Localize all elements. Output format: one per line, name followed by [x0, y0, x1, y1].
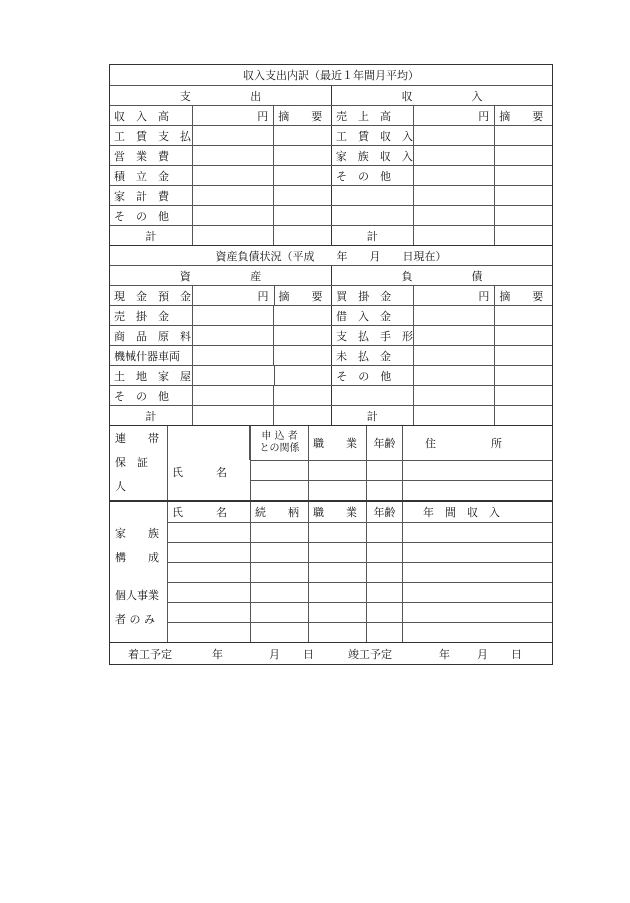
asset-right-amount[interactable]: [413, 326, 494, 345]
income-left-remark[interactable]: [273, 146, 331, 165]
end-label: 竣工予定: [348, 647, 392, 661]
guarantor-address-header: 住 所: [402, 426, 552, 460]
income-left-remark[interactable]: [273, 166, 331, 185]
guarantor-age-1[interactable]: [366, 461, 402, 480]
income-right-label: 売 上 高: [331, 106, 413, 125]
guarantor-relation-2[interactable]: [250, 481, 308, 500]
application-form: [109, 64, 553, 665]
income-row: [110, 165, 552, 185]
family-relation-cell[interactable]: [250, 603, 308, 622]
income-left-amount[interactable]: [192, 146, 274, 165]
family-age-cell[interactable]: [366, 583, 402, 602]
income-left-label: 積 立 金: [114, 169, 169, 183]
asset-row: [110, 285, 552, 305]
income-right-amount[interactable]: [413, 126, 494, 145]
family-income-header: 年 間 収 入: [402, 502, 552, 522]
income-total-label: 計: [331, 226, 413, 245]
asset-total-amount[interactable]: [192, 406, 274, 425]
income-right-remark[interactable]: [494, 186, 552, 205]
family-age-cell[interactable]: [366, 623, 402, 642]
end-month: 月: [477, 647, 488, 661]
asset-head-2: 産: [250, 269, 262, 283]
family-label-4: 者 の み: [115, 613, 155, 626]
income-right-remark[interactable]: [494, 126, 552, 145]
family-label: [110, 502, 168, 642]
asset-left-label: そ の 他: [114, 389, 169, 403]
family-job-cell[interactable]: [308, 603, 366, 622]
asset-right-label: 借 入 金: [331, 306, 413, 325]
income-left-remark[interactable]: [273, 206, 331, 225]
guarantor-label: [110, 426, 168, 500]
liability-total-label: 計: [331, 406, 413, 425]
income-left-label: 営 業 費: [114, 149, 169, 163]
income-head-2: 入: [471, 89, 483, 103]
asset-left-remark[interactable]: [273, 326, 331, 345]
income-left-label: 家 計 費: [114, 189, 169, 203]
family-name-cell[interactable]: [168, 603, 250, 622]
family-job-cell[interactable]: [308, 523, 366, 542]
income-row: [110, 205, 552, 225]
guarantor-address-1[interactable]: [402, 461, 552, 480]
income-total-row: [110, 225, 552, 245]
family-member-row: [168, 602, 552, 622]
income-right-amount[interactable]: [413, 166, 495, 185]
asset-head-1: 資: [179, 269, 191, 283]
asset-right-remark[interactable]: [494, 366, 552, 385]
asset-right-amount[interactable]: [413, 366, 495, 385]
family-age-header: 年齢: [366, 502, 402, 522]
income-right-label: [331, 206, 413, 225]
income-left-amount[interactable]: [192, 166, 274, 185]
family-label-1: 家 族: [115, 527, 159, 540]
income-title: 収入支出内訳（最近１年間月平均）: [243, 69, 419, 82]
income-left-amount[interactable]: [192, 126, 273, 145]
expense-total-amount[interactable]: [192, 226, 274, 245]
family-job-cell[interactable]: [308, 623, 366, 642]
income-right-amount[interactable]: [413, 186, 495, 205]
end-year: 年: [439, 647, 450, 661]
asset-right-label: そ の 他: [331, 366, 413, 385]
asset-left-label: 土 地 家 屋: [114, 369, 191, 383]
asset-left-amount[interactable]: [192, 386, 274, 405]
family-member-row: [168, 522, 552, 542]
family-member-row: [168, 622, 552, 642]
income-left-amount: 円: [192, 106, 274, 125]
income-row: [110, 125, 552, 145]
income-right-amount[interactable]: [413, 146, 495, 165]
income-right-remark[interactable]: [494, 166, 552, 185]
guarantor-grid: [168, 426, 552, 500]
asset-right-remark[interactable]: [494, 346, 552, 365]
assets-title: 資産負債状況（平成 年 月 日現在）: [215, 249, 447, 263]
asset-row: [110, 365, 552, 385]
income-row: [110, 185, 552, 205]
income-left-remark[interactable]: [273, 186, 331, 205]
asset-row: [110, 345, 552, 365]
assets-title-row: [110, 245, 552, 265]
family-name-cell[interactable]: [168, 523, 250, 542]
family-member-row: [168, 562, 552, 582]
guarantor-name-header: [168, 426, 250, 479]
income-left-label: 工 賃 支 払: [114, 129, 191, 143]
start-year: 年: [212, 647, 223, 661]
guarantor-job-2[interactable]: [308, 481, 366, 500]
income-left-remark[interactable]: [273, 126, 331, 145]
family-age-cell[interactable]: [366, 543, 402, 562]
asset-right-amount[interactable]: [413, 306, 495, 325]
start-month: 月: [269, 647, 280, 661]
guarantor-relation-1[interactable]: [250, 461, 308, 480]
guarantor-address-2[interactable]: [402, 481, 552, 500]
family-job-cell[interactable]: [308, 583, 366, 602]
asset-left-remark[interactable]: [274, 366, 332, 385]
family-name-cell[interactable]: [168, 623, 250, 642]
family-job-cell[interactable]: [308, 543, 366, 562]
family-relation-cell[interactable]: [250, 623, 308, 642]
asset-right-label: [331, 386, 413, 405]
family-member-row: [168, 542, 552, 562]
assets-header-row: [110, 265, 552, 285]
schedule-row: [110, 642, 552, 664]
asset-right-remark[interactable]: [494, 306, 552, 325]
income-head-1: 収: [401, 89, 413, 103]
asset-left-label: 現 金 預 金: [114, 289, 191, 303]
income-right-remark: 摘 要: [494, 106, 552, 125]
asset-left-remark: 摘 要: [274, 286, 332, 305]
relation-header: [250, 426, 308, 460]
income-title-row: [110, 65, 552, 85]
guarantor-job-header: 職 業: [308, 426, 366, 460]
guarantor-label-2: 保 証 人: [115, 456, 159, 493]
income-left-label: そ の 他: [114, 209, 169, 223]
asset-left-label: 機械什器車両: [114, 349, 180, 363]
family-age-cell[interactable]: [366, 563, 402, 582]
family-age-cell[interactable]: [366, 603, 402, 622]
family-income-cell[interactable]: [402, 563, 552, 582]
income-total-amount[interactable]: [413, 226, 495, 245]
income-row: [110, 105, 552, 125]
family-job-cell[interactable]: [308, 563, 366, 582]
family-section: [110, 500, 552, 642]
asset-right-amount[interactable]: [413, 386, 495, 405]
guarantor-age-2[interactable]: [366, 481, 402, 500]
asset-right-remark[interactable]: [494, 326, 552, 345]
asset-right-label: 未 払 金: [331, 346, 413, 365]
end-day: 日: [511, 647, 522, 661]
asset-row: [110, 385, 552, 405]
asset-right-label: 買 掛 金: [331, 286, 413, 305]
income-right-remark[interactable]: [494, 146, 552, 165]
family-label-2: 構 成: [115, 551, 159, 564]
family-relation-cell[interactable]: [250, 523, 308, 542]
asset-row: [110, 305, 552, 325]
asset-right-amount[interactable]: [413, 346, 495, 365]
income-left-remark: 摘 要: [273, 106, 331, 125]
family-income-cell[interactable]: [402, 543, 552, 562]
guarantor-label-1: 連 帯: [115, 432, 159, 445]
income-total-remark[interactable]: [494, 226, 552, 245]
family-name-cell[interactable]: [168, 583, 250, 602]
guarantor-job-1[interactable]: [308, 461, 366, 480]
family-name-cell[interactable]: [168, 543, 250, 562]
income-right-label: 工 賃 収 入: [331, 126, 413, 145]
income-left-amount[interactable]: [192, 186, 274, 205]
family-relation-cell[interactable]: [250, 583, 308, 602]
asset-total-label: 計: [145, 409, 157, 423]
asset-left-amount[interactable]: [192, 366, 274, 385]
income-right-label: 家 族 収 入: [331, 146, 413, 165]
asset-left-amount[interactable]: [192, 326, 273, 345]
family-relation-cell[interactable]: [250, 543, 308, 562]
income-right-remark[interactable]: [494, 206, 552, 225]
income-left-label: 収 入 高: [114, 109, 169, 123]
asset-left-amount: 円: [192, 286, 274, 305]
family-name-cell[interactable]: [168, 563, 250, 582]
liability-total-remark[interactable]: [494, 406, 552, 425]
family-relation-header: 続 柄: [250, 502, 308, 522]
income-header-row: [110, 85, 552, 105]
family-relation-cell[interactable]: [250, 563, 308, 582]
family-income-cell[interactable]: [402, 523, 552, 542]
income-right-label: そ の 他: [331, 166, 413, 185]
asset-row: [110, 325, 552, 345]
expense-head-1: 支: [179, 89, 191, 103]
family-job-header: 職 業: [308, 502, 366, 522]
family-income-cell[interactable]: [402, 603, 552, 622]
family-name-header: 氏 名: [172, 506, 227, 519]
family-member-row: [168, 582, 552, 602]
relation-header-2: との関係: [259, 443, 300, 454]
start-label: 着工予定: [128, 647, 172, 661]
expense-head-2: 出: [250, 89, 262, 103]
income-left-amount[interactable]: [192, 206, 274, 225]
assets-total-row: [110, 405, 552, 425]
family-label-3: 個人事業: [115, 589, 159, 602]
family-income-cell[interactable]: [402, 623, 552, 642]
income-right-amount[interactable]: [413, 206, 495, 225]
asset-left-remark[interactable]: [273, 346, 331, 365]
asset-left-remark[interactable]: [273, 306, 331, 325]
relation-header-1: 申 込 者: [261, 431, 298, 442]
family-age-cell[interactable]: [366, 523, 402, 542]
guarantor-name-label: 氏 名: [172, 466, 227, 479]
asset-total-remark[interactable]: [273, 406, 331, 425]
liability-head-2: 債: [471, 269, 483, 283]
liability-head-1: 負: [401, 269, 413, 283]
asset-left-label: 商 品 原 料: [114, 329, 191, 343]
family-grid: [168, 502, 552, 642]
family-income-cell[interactable]: [402, 583, 552, 602]
income-right-label: [331, 186, 413, 205]
start-day: 日: [303, 647, 314, 661]
expense-total-label: 計: [145, 229, 157, 243]
asset-right-label: 支 払 手 形: [331, 326, 413, 345]
asset-left-label: 売 掛 金: [114, 309, 169, 323]
asset-left-amount[interactable]: [192, 306, 274, 325]
guarantor-section: [110, 425, 552, 500]
asset-left-remark[interactable]: [273, 386, 331, 405]
asset-right-amount: 円: [413, 286, 495, 305]
income-right-amount: 円: [413, 106, 495, 125]
asset-right-remark[interactable]: [494, 386, 552, 405]
liability-total-amount[interactable]: [413, 406, 495, 425]
expense-total-remark[interactable]: [273, 226, 331, 245]
income-row: [110, 145, 552, 165]
asset-right-remark: 摘 要: [494, 286, 552, 305]
asset-left-amount[interactable]: [192, 346, 274, 365]
guarantor-age-header: 年齢: [366, 426, 402, 460]
